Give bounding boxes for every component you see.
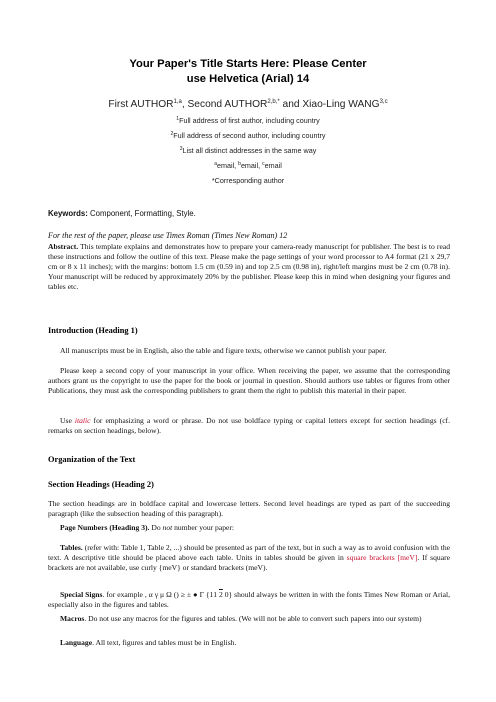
- keywords-text: Component, Formatting, Style.: [87, 209, 196, 218]
- macros-label: Macros: [60, 614, 85, 623]
- author-sep-1: ,: [181, 99, 188, 110]
- intro-paragraph-3: [48, 416, 450, 436]
- email-a: email,: [216, 161, 239, 170]
- author-2: Second AUTHOR: [187, 99, 268, 110]
- language-paragraph: [48, 638, 450, 648]
- tables-paragraph: [48, 543, 450, 573]
- affiliation-2: [0, 130, 496, 140]
- email-a-sup: a: [214, 161, 217, 167]
- abstract-label: Abstract.: [48, 242, 79, 251]
- page-numbers-label: Page Numbers (Heading 3).: [60, 523, 150, 532]
- special-b: 0} should always be written in with the fonts Times New Roman or Arial, especially also in the figures and tables.: [48, 590, 450, 610]
- intro-p3-italic: italic: [74, 416, 91, 425]
- intro-p3-b: for emphasizing a word or phrase. Do not use boldface typing or capital letters except for section headings (cf. remarks on section headings, below).: [48, 416, 450, 436]
- font-instruction: For the rest of the paper, please use Times Roman (Times New Roman) 12: [48, 231, 288, 240]
- email-c-sup: c: [262, 161, 265, 167]
- affiliation-3: [0, 145, 496, 155]
- special-signs-label: Special Signs: [60, 590, 103, 599]
- author-3: Xiao-Ling WANG: [302, 99, 380, 110]
- email-b-sup: b: [238, 161, 241, 167]
- heading-section-headings: Section Headings (Heading 2): [48, 480, 154, 489]
- email-b: email,: [240, 161, 263, 170]
- intro-p3-a: Use: [60, 416, 75, 425]
- special-signs-paragraph: [48, 590, 450, 610]
- page-numbers-paragraph: [48, 523, 450, 533]
- email-c: email: [264, 161, 282, 170]
- language-text: . All text, figures and tables must be in English.: [92, 638, 237, 647]
- affiliation-2-text: Full address of second author, including country: [173, 131, 326, 140]
- author-1: First AUTHOR: [108, 99, 174, 110]
- special-a: . for example , α γ μ Ω () ≥ ± ● Γ {11: [102, 590, 219, 599]
- affiliation-2-sup: 2: [170, 131, 174, 137]
- macros-paragraph: [48, 614, 450, 624]
- author-3-sup: 3,c: [379, 99, 388, 105]
- affiliation-3-sup: 3: [179, 146, 183, 152]
- language-label: Language: [60, 638, 93, 647]
- affiliation-1-text: Full address of first author, including country: [179, 116, 320, 125]
- affiliation-1-sup: 1: [176, 116, 180, 122]
- tables-b: . If square brackets are not available, use curly {meV} or standard brackets (meV).: [48, 553, 450, 573]
- tables-label: Tables.: [60, 543, 83, 552]
- affiliation-3-text: List all distinct addresses in the same way: [182, 146, 317, 155]
- paper-title: [0, 57, 496, 87]
- author-list: [0, 96, 496, 111]
- heading-organization: Organization of the Text: [48, 455, 136, 464]
- special-overline: 2: [218, 590, 223, 599]
- abstract-text: This template explains and demonstrates how to prepare your camera-ready manuscript for publisher. The best is to read these instructions and follow the outline of this text. Please make the page settings of your word processor to A4 format (21 x 29,7 cm or 8 x 11 inches); with the margins: bottom 1.5 cm (0.59 in) and top 2.5 cm (0.98 in), right/left margins must be 2 cm (0.78 in). Your manuscript will be reduced by approximately 20% by the publisher. Please keep this in mind when designing your figures and tables etc.: [48, 242, 450, 292]
- keywords: [48, 209, 196, 219]
- author-2-sup: 2,b,*: [267, 99, 280, 105]
- intro-paragraph-2: Please keep a second copy of your manuscript in your office. When receiving the paper, we assume that the corresponding authors grant us the copyright to use the paper for the book or journal in question. Should authors use tables or figures from other Publications, they must ask the corresponding publishers to grant them the right to publish this material in their paper.: [48, 366, 450, 396]
- tables-a: (refer with: Table 1, Table 2, ...) should be presented as part of the text, but in such a way as to avoid confusion with the text. A descriptive title should be placed above each table. Units in tables should be given in: [48, 543, 450, 563]
- keywords-label: Keywords:: [48, 209, 88, 218]
- abstract: [48, 242, 450, 292]
- title-line-2: use Helvetica (Arial) 14: [186, 73, 310, 85]
- macros-text: . Do not use any macros for the figures and tables. (We will not be able to convert such papers into our system): [84, 614, 422, 623]
- heading-introduction: Introduction (Heading 1): [48, 326, 138, 335]
- author-1-sup: 1,a: [173, 99, 182, 105]
- corresponding-note: *Corresponding author: [211, 176, 285, 185]
- tables-red: square brackets [meV]: [346, 553, 418, 563]
- page-numbers-b: number your paper:: [172, 523, 235, 532]
- intro-paragraph-1: All manuscripts must be in English, also the table and figure texts, otherwise we cannot publish your paper.: [60, 346, 387, 355]
- title-line-1: Your Paper's Title Starts Here: Please Center: [129, 58, 367, 70]
- affiliation-1: [0, 115, 496, 125]
- page-numbers-italic: not: [162, 523, 173, 532]
- email-line: [0, 160, 496, 170]
- page-numbers-a: Do: [149, 523, 163, 532]
- section-headings-paragraph: The section headings are in boldface capital and lowercase letters. Second level headings are typed as part of the succeeding paragraph (like the subsection heading of this paragraph).: [48, 499, 450, 519]
- author-sep-2: and: [279, 99, 303, 110]
